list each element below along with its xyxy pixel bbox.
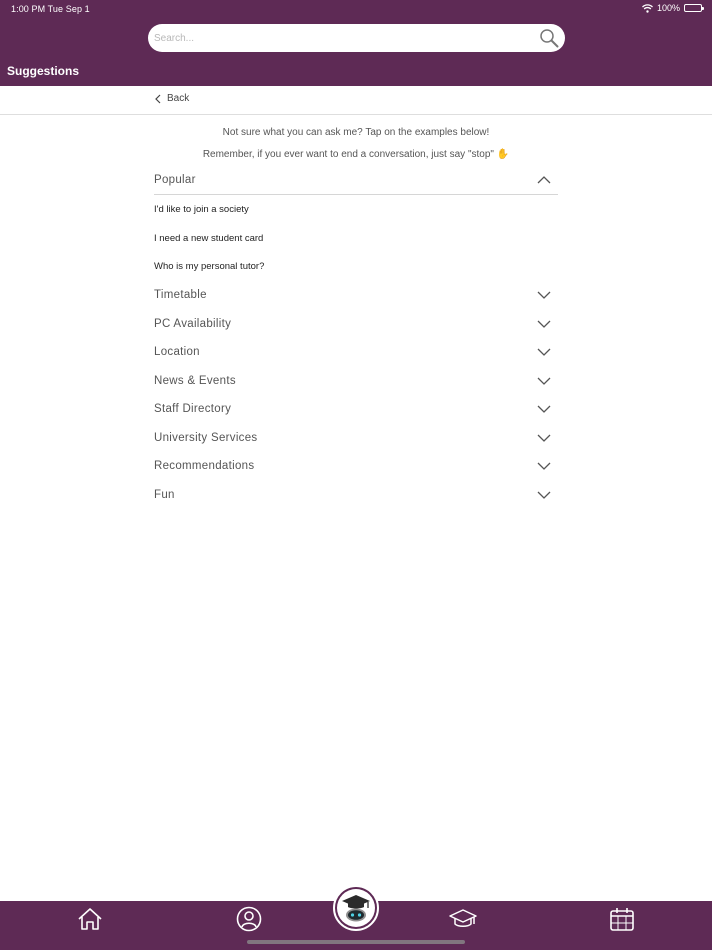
category-label: Popular — [154, 174, 196, 186]
battery-icon — [684, 4, 702, 12]
tab-profile[interactable] — [227, 901, 271, 937]
status-indicators — [642, 3, 702, 13]
category-label: Fun — [154, 489, 175, 501]
search-icon[interactable] — [539, 28, 559, 48]
suggestion-item[interactable]: Who is my personal tutor? — [154, 261, 265, 272]
category-label: Location — [154, 346, 200, 358]
search-bar[interactable] — [148, 24, 565, 52]
category-news-events[interactable] — [154, 371, 558, 391]
status-time: 1:00 PM Tue Sep 1 — [11, 4, 90, 14]
battery-percent: 100% — [656, 3, 680, 13]
chevron-down-icon — [537, 290, 551, 300]
chevron-down-icon — [537, 376, 551, 386]
profile-icon — [236, 906, 262, 932]
chatbot-avatar — [337, 889, 375, 927]
app-header — [0, 0, 712, 86]
suggestion-item[interactable]: I need a new student card — [154, 233, 264, 244]
calendar-icon — [609, 906, 635, 932]
category-label: Recommendations — [154, 460, 255, 472]
tab-calendar[interactable] — [600, 901, 644, 937]
back-label: Back — [167, 93, 190, 104]
tab-courses[interactable] — [441, 901, 485, 937]
intro-text: Not sure what you can ask me? Tap on the examples below! — [222, 127, 490, 138]
category-fun[interactable] — [154, 485, 558, 505]
page-title: Suggestions — [7, 64, 80, 78]
chatbot-icon — [339, 891, 373, 925]
chatbot-button[interactable] — [333, 885, 379, 931]
category-popular[interactable] — [154, 170, 558, 190]
category-label: Timetable — [154, 289, 207, 301]
chevron-down-icon — [537, 461, 551, 471]
chevron-down-icon — [537, 490, 551, 500]
chevron-down-icon — [537, 433, 551, 443]
intro-stop-hint: Remember, if you ever want to end a conversation, just say "stop" ✋ — [202, 149, 510, 160]
tab-home[interactable] — [68, 901, 112, 937]
category-staff-directory[interactable] — [154, 399, 558, 419]
search-input[interactable] — [154, 28, 524, 48]
graduation-cap-icon — [449, 907, 477, 931]
chevron-down-icon — [537, 347, 551, 357]
category-recommendations[interactable] — [154, 456, 558, 476]
wifi-icon — [642, 4, 653, 13]
category-label: Staff Directory — [154, 403, 232, 415]
category-pc-availability[interactable] — [154, 314, 558, 334]
back-button[interactable] — [155, 93, 189, 104]
chevron-up-icon — [537, 175, 551, 185]
chevron-down-icon — [537, 404, 551, 414]
category-timetable[interactable] — [154, 285, 558, 305]
category-university-services[interactable] — [154, 428, 558, 448]
category-label: University Services — [154, 432, 258, 444]
chevron-left-icon — [155, 94, 161, 104]
category-location[interactable] — [154, 342, 558, 362]
home-icon — [77, 906, 103, 932]
suggestion-item[interactable]: I'd like to join a society — [154, 204, 249, 215]
back-bar — [0, 86, 712, 115]
divider — [154, 194, 558, 195]
category-label: News & Events — [154, 375, 236, 387]
home-indicator — [247, 940, 465, 944]
category-label: PC Availability — [154, 318, 232, 330]
chevron-down-icon — [537, 319, 551, 329]
